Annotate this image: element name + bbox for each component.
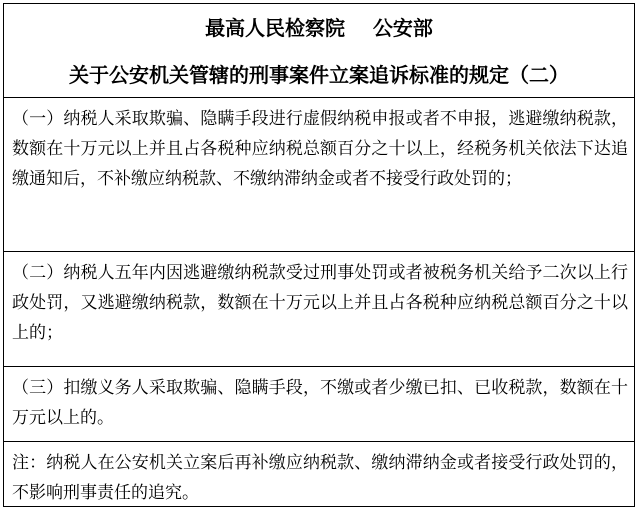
provision-item-2: （二）纳税人五年内因逃避缴纳税款受过刑事处罚或者被税务机关给予二次以上行政处罚，又逃避缴纳税款，数额在十万元以上并且占各税种应纳税总额百分之十以上的； [4,252,634,367]
provision-item-3: （三）扣缴义务人采取欺骗、隐瞒手段，不缴或者少缴已扣、已收税款，数额在十万元以上的。 [4,367,634,442]
provision-item-1: （一）纳税人采取欺骗、隐瞒手段进行虚假纳税申报或者不申报，逃避缴纳税款，数额在十万元以上并且占各税种应纳税总额百分之十以上，经税务机关依法下达追缴通知后，不补缴应纳税款、不缴纳滞纳金或者不接受行政处罚的； [4,98,634,252]
issuing-authorities: 最高人民检察院 公安部 [205,16,433,40]
document-title: 关于公安机关管辖的刑事案件立案追诉标准的规定（二） [69,63,569,87]
document-table [3,3,635,507]
table-header [4,4,634,98]
note: 注：纳税人在公安机关立案后再补缴应纳税款、缴纳滞纳金或者接受行政处罚的，不影响刑事责任的追究。 [12,453,628,503]
